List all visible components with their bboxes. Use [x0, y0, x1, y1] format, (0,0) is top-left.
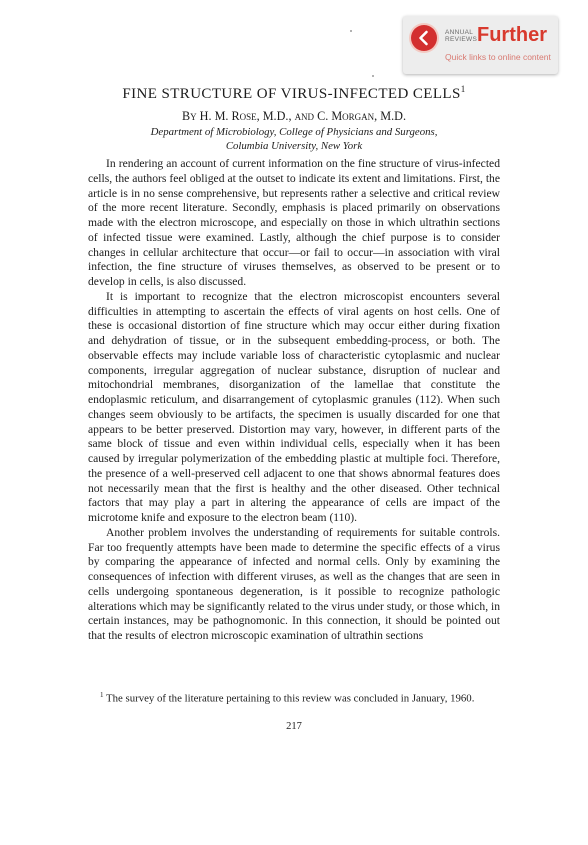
article-body [88, 157, 500, 644]
footnote [88, 688, 500, 706]
affiliation-line: Columbia University, New York [225, 139, 363, 152]
further-label: Further [477, 24, 547, 46]
body-paragraph: In rendering an account of current information on the fine structure of virus-infected cells, the authors feel obliged at the outset to indicate its extent and limitations. First, the article is in no sense comprehensive, but represents rather a selective and critical review of the more recent literature. Secondly, emphasis is placed primarily on observations made with the electron microscope, and especially on those in which ultrathin sections of infected tissue were examined. Lastly, although the chief purpose is to consider changes in cellular architecture that occur—or fail to occur—in association with viral infection, the fine structure of viruses themselves, as observed to be present or to develop in cells, is also discussed. [88, 157, 500, 288]
body-paragraph: It is important to recognize that the electron microscopist encounters several difficulties in attempting to ascertain the effects of viral agents on host cells. One of these is occasional distortion of fine structure which may occur either during fixation and dehydration of tissue, or in the subsequent embedding-process, or both. The observable effects may include variable loss of characteristic cytoplasmic and nuclear components, irregular aggregation of nuclear substance, disruption of nuclear and mitochondrial membranes, disorganization of the lamellae that constitute the endoplasmic reticulum, and disarrangement of cytoplasmic granules (112). When such changes seem obviously to be artifacts, the specimen is usually discarded for one that appears to be better preserved. Distortion may vary, however, in different parts of the same block of tissue and even within individual cells, especially when it has been caused by irregular polymerization of the embedding plastic at multiple foci. Therefore, the presence of a well-preserved cell adjacent to one that shows abnormal features does not necessarily mean that the first is healthy and the other diseased. Other technical factors that may play a part in altering the appearance of cells are impact of the microtome knife and exposure to the electron beam (110). [88, 289, 500, 524]
title-footnote-mark: 1 [460, 84, 466, 94]
play-icon [411, 25, 437, 51]
byline [0, 109, 588, 124]
byline-and: and [294, 109, 315, 123]
page-number: 217 [286, 721, 302, 732]
body-paragraph: Another problem involves the understanding of requirements for suitable controls. Far too frequently attempts have been made to determine the specific effects of a virus by comparing the appearance of infected and normal cells. Only by examining the consequences of infection with different viruses, as well as the changes that are seen in cells undergoing spontaneous degeneration, is it possible to recognize pathologic alterations which may be significantly related to the virus under study, or those which, in certain instances, may be pathognomonic. In this connection, it should be pointed out that the results of electron microscopic examination of ultrathin sections [88, 525, 501, 642]
scan-speck [372, 75, 374, 77]
author-name: C. Morgan, M.D. [317, 109, 406, 123]
byline-by: By [181, 109, 197, 123]
affiliation-line: Department of Microbiology, College of Physicians and Surgeons, [150, 126, 438, 138]
footnote-mark: 1 [100, 691, 104, 699]
article-title: FINE STRUCTURE OF VIRUS-INFECTED CELLS$^1$ [122, 84, 466, 102]
quick-links-label: Quick links to online content [445, 52, 551, 62]
affiliation [0, 126, 588, 153]
author-name: H. M. Rose, M.D., [199, 109, 292, 123]
footnote-text: The survey of the literature pertaining to this review was concluded in January, 1960. [106, 692, 475, 705]
scan-speck [350, 30, 352, 32]
annual-reviews-logo-text: ANNUAL REVIEWS [445, 29, 478, 43]
annual-reviews-further-badge[interactable] [403, 16, 558, 74]
